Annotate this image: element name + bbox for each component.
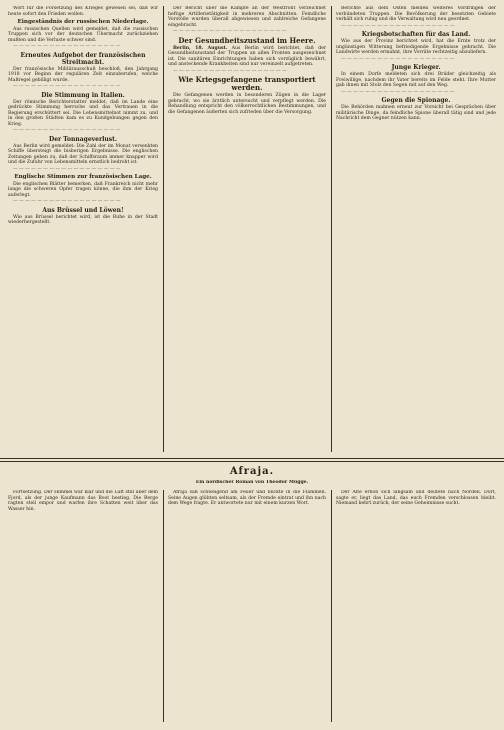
serial-column-3 [336, 490, 496, 724]
serial-separator-bottom [0, 461, 504, 462]
news-column-2: Der Bericht über die Kämpfe an der Westfront verzeichnet heftige Artillerietätigkeit in mehreren Abschnitten. Feindliche Vorstöße wurden überall abgewiesen und zahlreiche Gefangene eingebracht. — — — — — — — — — — — — — — — — — — — Der Gesundheitszustand im Heere. Berlin, 18. August. Aus Berlin wird berichtet, daß der Gesundheitszustand der Truppen an allen Fronten ausgezeichnet ist. Die sanitären Einrichtungen haben sich vorzüglich bewährt, und ansteckende Krankheiten sind nur vereinzelt aufgetreten. — — — — — — — — — — — — — — — — — — — Wie Kriegsgefangene transportiert werden. Die Gefangenen werden in besonderen Zügen in die Lager gebracht, wo sie ärztlich untersucht und verpflegt werden. Die Behandlung entspricht den völkerrechtlichen Bestimmungen, und die Gefangenen äußerten sich zufrieden über die Versorgung. [168, 6, 326, 115]
column-divider-2 [331, 6, 332, 452]
serial-divider-2 [331, 490, 332, 722]
serial-column-1 [8, 490, 158, 724]
column-divider-1 [163, 6, 164, 452]
headline-young-warriors: Junge Krieger. [391, 64, 441, 71]
headline-army-health: Der Gesundheitszustand im Heere. [178, 35, 316, 45]
col1-article-4: Aus Berlin wird gemeldet: Die Zahl der im Monat versenkten Schiffe übersteigt die bisherigen Ergebnisse. Die englischen Zeitungen geben zu, daß der Schiffsraum immer knapper wird und die Zufuhr von Lebensmitteln ernstlich bedroht ist. [8, 143, 158, 165]
col1-intro: Wort für die Forsetzung des Krieges gewesen sei, daß wir heute sofort den Frieden wollen. [8, 6, 158, 17]
col1-article-3: Der römische Berichterstatter meldet, daß im Lande eine gedrückte Stimmung herrsche und das Vertrauen in die Regierung erschüttert sei. Die Lebensmittelnot nimmt zu, und in den großen Städten kam es zu Kundgebungen gegen den Krieg. [8, 99, 158, 127]
col1-article-6: Wie aus Brüssel berichtet wird, ist die Ruhe in der Stadt wiederhergestellt. [8, 214, 158, 225]
headline-prisoner-transport: Wie Kriegsgefangene transportiert werden. [178, 75, 316, 92]
serial-divider-1 [163, 490, 164, 722]
col3-article-2: Wie aus der Provinz berichtet wird, hat die Ernte trotz der ungünstigen Witterung befriedigende Ergebnisse gebracht. Die Landwirte werden ermahnt, ihre Vorräte rechtzeitig abzuliefern. [336, 39, 496, 55]
headline-tonnage-loss: Der Tonnageverlust. [48, 135, 118, 143]
col1-article-1: Aus russischen Quellen wird gemeldet, daß die russischen Truppen sich vor der deutschen Übermacht zurückziehen mußten und die Verluste schwer sind. [8, 26, 158, 43]
news-column-1: Wort für die Forsetzung des Krieges gewesen sei, daß wir heute sofort den Frieden wollen. Eingeständnis der russischen Niederlage. Aus russischen Quellen wird gemeldet, daß die russischen Truppen sich vor der deutschen Übermacht zurückziehen mußten und die Verluste schwer sind. — — — — — — — — — — — — — — — — — — Erneutes Aufgebot der französischen Streitmacht. Der französische Militärausschuß beschloß, den Jahrgang 1918 vor Beginn der regulären Zeit einzuberufen, welche Maßregel gebilligt wurde. — — — — — — — — — — — — — — — — — — Die Stimmung in Italien. Der römische Berichterstatter meldet, daß im Lande eine gedrückte Stimmung herrsche und das Vertrauen in die Regierung erschüttert sei. Die Lebensmittelnot nimmt zu, und in den großen Städten kam es zu Kundgebungen gegen den Krieg. — — — — — — — — — — — — — — — — — — Der Tonnageverlust. Aus Berlin wird gemeldet: Die Zahl der im Monat versenkten Schiffe übersteigt die bisherigen Ergebnisse. Die englischen Zeitungen geben zu, daß der Schiffsraum immer knapper wird und die Zufuhr von Lebensmitteln ernstlich bedroht ist. — — — — — — — — — — — — — — — — — — Englische Stimmen zur französischen Lage. Die englischen Blätter bemerken, daß Frankreich nicht mehr lange die schweren Opfer tragen könne, die ihm der Krieg auferlegt. — — — — — — — — — — — — — — — — — — Aus Brüssel und Löwen! Wie aus Brüssel berichtet wird, ist die Ruhe in der Stadt wiederhergestellt. [8, 6, 158, 225]
headline-russian-defeat: Eingeständnis der russischen Niederlage. [17, 19, 149, 25]
dateline: Berlin, 18. August. [173, 45, 228, 51]
serial-title: Afraja. [229, 466, 275, 477]
col2-article-1: Der Bericht über die Kämpfe an der Westfront verzeichnet heftige Artillerietätigkeit in mehreren Abschnitten. Feindliche Vorstöße wurden überall abgewiesen und zahlreiche Gefangene eingebracht. [168, 6, 326, 28]
serial-subtitle-wrap [8, 480, 496, 488]
serial-subtitle: Ein nordischer Roman von Theodor Mügge. [195, 480, 309, 485]
headline-against-espionage: Gegen die Spionage. [381, 97, 451, 104]
headline-italy-mood: Die Stimmung in Italien. [41, 91, 125, 99]
headline-french-forces: Erneutes Aufgebot der französischen Streitmacht. [20, 51, 146, 66]
col1-article-5: Die englischen Blätter bemerken, daß Frankreich nicht mehr lange die schweren Opfer tragen könne, die ihm der Krieg auferlegt. [8, 181, 158, 198]
col2-article-3: Die Gefangenen werden in besonderen Zügen in die Lager gebracht, wo sie ärztlich untersucht und verpflegt werden. Die Behandlung entspricht den völkerrechtlichen Bestimmungen, und die Gefangenen äußerten sich zufrieden über die Versorgung. [168, 93, 326, 115]
serial-text-1: Fortsetzung. Der Himmel war klar und die Luft still über dem Fjord, als der junge Kaufmann das Boot bestieg. Die Berge ragten steil empor und warfen ihre Schatten weit über das Wasser hin. [8, 490, 158, 512]
col3-article-3: In einem Dorfe meldeten sich drei Brüder gleichzeitig als Freiwillige, nachdem ihr Vater bereits im Felde steht. Ihre Mutter gab ihnen mit Stolz den Segen mit auf den Weg. [336, 72, 496, 88]
headline-english-voices: Englische Stimmen zur französischen Lage. [14, 174, 152, 180]
col1-article-2: Der französische Militärausschuß beschloß, den Jahrgang 1918 vor Beginn der regulären Zeit einzuberufen, welche Maßregel gebilligt wurde. [8, 66, 158, 83]
col2-article-2: Aus Berlin wird berichtet, daß der Gesundheitszustand der Truppen an allen Fronten ausgezeichnet ist. Die sanitären Einrichtungen haben sich vorzüglich bewährt, und ansteckende Krankheiten sind nur vereinzelt aufgetreten. [168, 45, 326, 67]
headline-brussels-louvain: Aus Brüssel und Löwen! [42, 206, 124, 214]
col3-article-1: Berichte aus dem Osten melden weiteres Vordringen der verbündeten Truppen. Die Bevölkerung der besetzten Gebiete verhält sich ruhig und die Verwaltung wird neu geordnet. [336, 6, 496, 22]
serial-text-2: Afraja saß schweigend am Feuer und blickte in die Flammen. Seine Augen glühten seltsam, als der Fremde eintrat und ihn nach dem Wege fragte. Er antwortete nur mit einem kurzen Wort. [168, 490, 326, 506]
col3-article-4: Die Behörden mahnen erneut zur Vorsicht bei Gesprächen über militärische Dinge, da feindliche Spione überall tätig sind und jede Nachricht dem Gegner nützen kann. [336, 105, 496, 121]
headline-war-messages: Kriegsbotschaften für das Land. [361, 31, 471, 38]
serial-column-2 [168, 490, 326, 724]
serial-separator-top [0, 458, 504, 459]
serial-text-3: Der Alte erhob sich langsam und deutete nach Norden. Dort, sagte er, liegt das Land, das euch Fremden verschlossen bleibt. Niemand kehrt zurück, der seine Geheimnisse sucht. [336, 490, 496, 506]
news-column-3: Berichte aus dem Osten melden weiteres Vordringen der verbündeten Truppen. Die Bevölkerung der besetzten Gebiete verhält sich ruhig und die Verwaltung wird neu geordnet. — — — — — — — — — — — — — — — — — — — Kriegsbotschaften für das Land. Wie aus der Provinz berichtet wird, hat die Ernte trotz der ungünstigen Witterung befriedigende Ergebnisse gebracht. Die Landwirte werden ermahnt, ihre Vorräte rechtzeitig abzuliefern. — — — — — — — — — — — — — — — — — — — Junge Krieger. In einem Dorfe meldeten sich drei Brüder gleichzeitig als Freiwillige, nachdem ihr Vater bereits im Felde steht. Ihre Mutter gab ihnen mit Stolz den Segen mit auf den Weg. — — — — — — — — — — — — — — — — — — — Gegen die Spionage. Die Behörden mahnen erneut zur Vorsicht bei Gesprächen über militärische Dinge, da feindliche Spione überall tätig sind und jede Nachricht dem Gegner nützen kann. [336, 6, 496, 121]
